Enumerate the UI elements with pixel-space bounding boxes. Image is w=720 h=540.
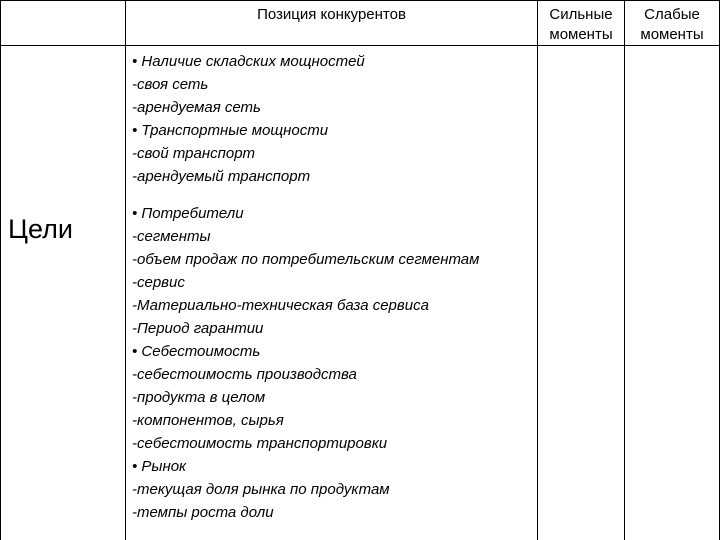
header-position — [126, 5, 537, 25]
header-strengths-line-1: Сильные — [549, 6, 613, 23]
header-weaknesses-line-1: Слабые — [644, 6, 700, 23]
list-item: • Себестоимость — [132, 343, 261, 360]
list-item: -объем продаж по потребительским сегментам — [132, 251, 480, 268]
list-item: -сервис — [132, 274, 185, 291]
list-item: • Потребители — [132, 205, 244, 222]
list-item: -свой транспорт — [132, 145, 256, 162]
list-item: -себестоимость производства — [132, 366, 357, 383]
list-item: -Период гарантии — [132, 320, 264, 337]
column-divider-1 — [125, 0, 126, 540]
header-strengths — [538, 5, 624, 45]
group-spacer — [132, 188, 532, 202]
list-item: -текущая доля рынка по продуктам — [132, 481, 390, 498]
list-item: • Транспортные мощности — [132, 122, 329, 139]
list-item: -сегменты — [132, 228, 211, 245]
table-border-top — [0, 0, 720, 1]
list-item: -себестоимость транспортировки — [132, 435, 388, 452]
column-divider-2 — [537, 0, 538, 540]
list-item: -своя сеть — [132, 76, 209, 93]
list-item: -арендуемая сеть — [132, 99, 261, 116]
list-item: • Рынок — [132, 458, 187, 475]
header-strengths-line-2: моменты — [549, 26, 613, 43]
header-weaknesses-line-2: моменты — [640, 26, 704, 43]
header-divider — [0, 45, 720, 46]
criteria-list — [132, 50, 532, 524]
header-weaknesses — [625, 5, 719, 45]
list-item: -компонентов, сырья — [132, 412, 284, 429]
table-border-left — [0, 0, 1, 540]
header-position-label: Позиция конкурентов — [257, 6, 406, 23]
list-item: -арендуемый транспорт — [132, 168, 311, 185]
list-item: -Материально-техническая база сервиса — [132, 297, 429, 314]
list-item: • Наличие складских мощностей — [132, 53, 365, 70]
list-item: -продукта в целом — [132, 389, 266, 406]
list-item: -темпы роста доли — [132, 504, 274, 521]
row-label-goals: Цели — [8, 214, 73, 244]
column-divider-3 — [624, 0, 625, 540]
